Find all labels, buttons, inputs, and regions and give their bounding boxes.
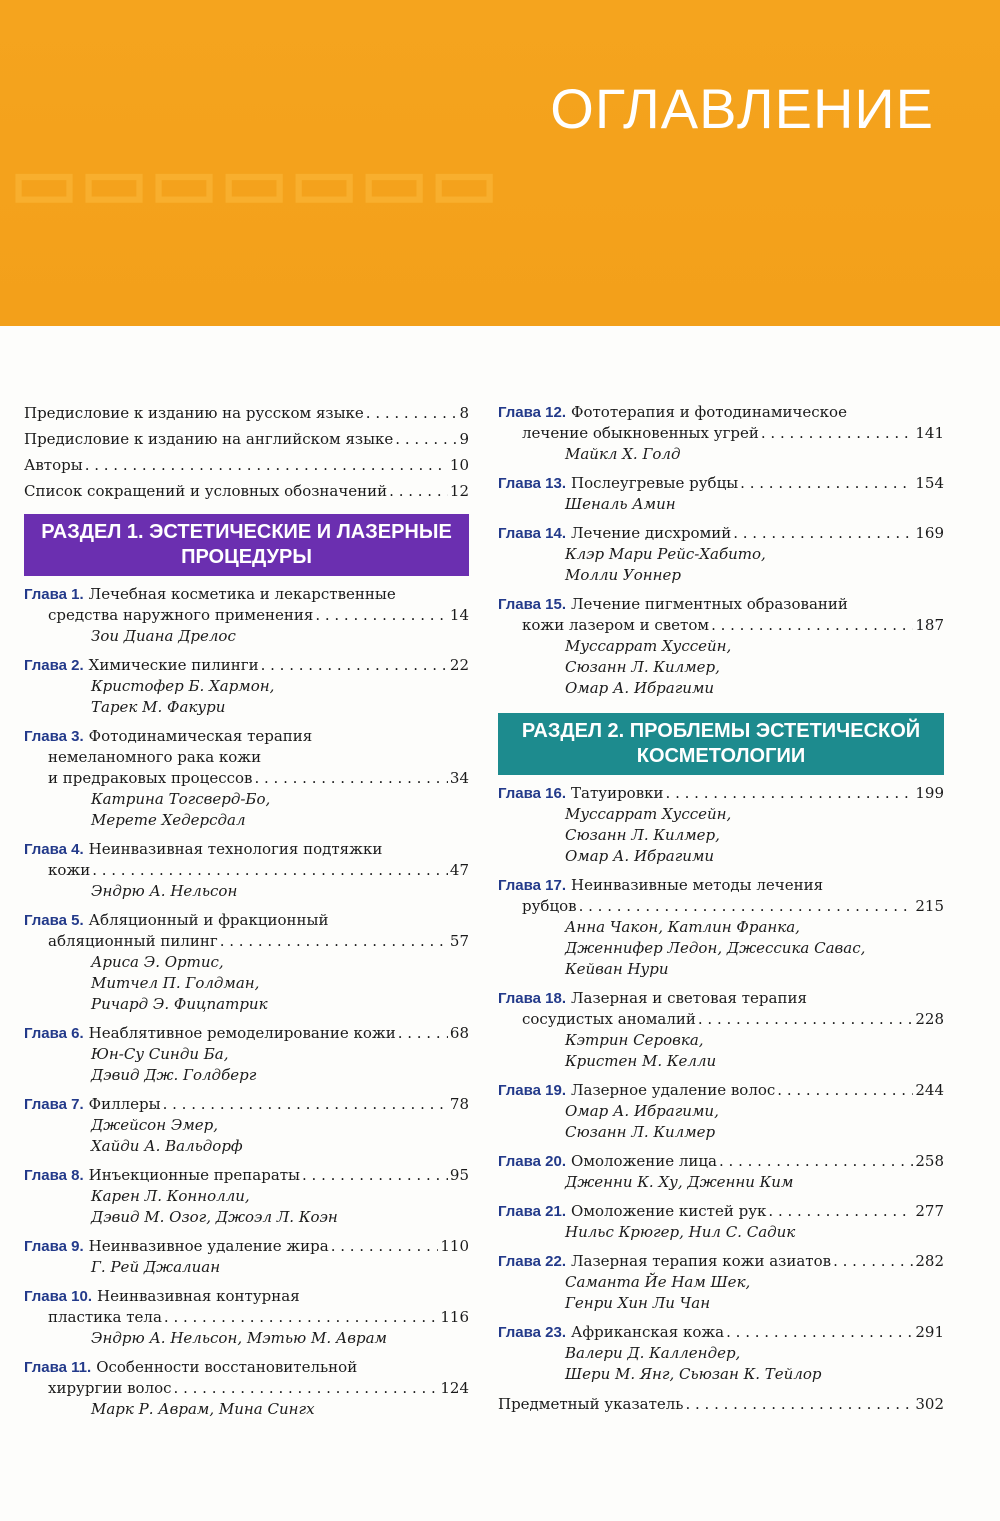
- chapter-authors: Шери М. Янг, Сьюзан К. Тейлор: [565, 1365, 822, 1383]
- chapter-title: кожи: [48, 861, 91, 879]
- chapter-title-line: [24, 584, 469, 605]
- chapter-title: Химические пилинги: [88, 656, 259, 674]
- toc-entry-title: Авторы: [24, 456, 83, 474]
- dot-leader: [302, 1165, 448, 1186]
- chapter-title: Неинвазивная технология подтяжки: [88, 840, 383, 858]
- chapter-authors: Дэвид Дж. Голдберг: [91, 1066, 257, 1084]
- chapter-label: Глава 22.: [498, 1253, 567, 1270]
- chapter-title: Неаблятивное ремоделирование кожи: [88, 1024, 396, 1042]
- chapter-title-line: [24, 931, 469, 952]
- page-number: 282: [915, 1252, 944, 1270]
- chapter-title: лечение обыкновенных угрей: [522, 424, 759, 442]
- section-1-heading: [24, 514, 469, 576]
- chapter-title-line: [24, 910, 469, 931]
- chapter-label: Глава 20.: [498, 1153, 567, 1170]
- toc-entry-chapter[interactable]: [498, 402, 944, 465]
- chapter-label: Глава 7.: [24, 1096, 84, 1113]
- chapter-label: Глава 11.: [24, 1359, 92, 1376]
- toc-entry-chapter[interactable]: [498, 875, 944, 980]
- dot-leader: [220, 931, 448, 952]
- dot-leader: [331, 1236, 439, 1257]
- chapter-authors: Муссаррат Хуссейн,: [565, 637, 732, 655]
- chapter-title: Особенности восстановительной: [96, 1358, 358, 1376]
- toc-entry-chapter[interactable]: [498, 1251, 944, 1314]
- chapter-authors: Митчел П. Голдман,: [91, 974, 260, 992]
- chapter-authors: Дэвид М. Озог, Джоэл Л. Коэн: [91, 1208, 338, 1226]
- page-title: ОГЛАВЛЕНИЕ: [550, 77, 934, 140]
- chapter-list-left: [24, 584, 469, 1420]
- toc-entry-front[interactable]: [24, 400, 469, 426]
- chapter-title: хирургии волос: [48, 1379, 172, 1397]
- toc-entry-chapter[interactable]: [498, 1151, 944, 1193]
- section-1-title-line2: ПРОЦЕДУРЫ: [181, 546, 312, 568]
- chapter-authors: Генри Хин Ли Чан: [565, 1294, 711, 1312]
- chapter-title-line: [498, 1080, 944, 1101]
- chapter-authors: Сюзанн Л. Килмер,: [565, 826, 720, 844]
- chapter-authors: Джейсон Эмер,: [91, 1116, 219, 1134]
- toc-entry-chapter[interactable]: [498, 1322, 944, 1385]
- toc-entry-chapter[interactable]: [24, 910, 469, 1015]
- chapter-title: Омоложение лица: [571, 1152, 718, 1170]
- dot-leader: [685, 1393, 913, 1415]
- chapter-title-line: [24, 605, 469, 626]
- chapter-label: Глава 8.: [24, 1167, 84, 1184]
- chapter-title: пластика тела: [48, 1308, 162, 1326]
- chapter-authors: Саманта Йе Нам Шек,: [565, 1273, 751, 1291]
- section-2-title-line1: РАЗДЕЛ 2. ПРОБЛЕМЫ ЭСТЕТИЧЕСКОЙ: [521, 720, 921, 742]
- toc-entry-chapter[interactable]: [498, 594, 944, 699]
- front-matter: [24, 400, 469, 504]
- chapter-title-line: [24, 1307, 469, 1328]
- dot-leader: [92, 860, 448, 881]
- chapter-authors: Кейван Нури: [565, 960, 669, 978]
- page-number: 47: [449, 861, 469, 879]
- page-number: 154: [915, 474, 944, 492]
- chapter-label: Глава 18.: [498, 990, 567, 1007]
- dot-leader: [761, 423, 913, 444]
- toc-entry-title: Предисловие к изданию на английском языке: [24, 430, 394, 448]
- dot-leader: [164, 1307, 438, 1328]
- dot-leader: [733, 523, 913, 544]
- chapter-title: Лазерная терапия кожи азиатов: [571, 1252, 832, 1270]
- chapter-authors: Зои Диана Дрелос: [91, 627, 236, 645]
- chapter-title-line: [498, 988, 944, 1009]
- dot-leader: [163, 1094, 448, 1115]
- dot-leader: [711, 615, 913, 636]
- chapter-title: Омоложение кистей рук: [571, 1202, 767, 1220]
- chapter-authors: Марк Р. Аврам, Мина Сингх: [91, 1400, 315, 1418]
- chapter-authors: Омар А. Ибрагими: [565, 679, 715, 697]
- chapter-title-line: [24, 726, 469, 747]
- chapter-label: Глава 13.: [498, 475, 567, 492]
- chapter-authors: Омар А. Ибрагими,: [565, 1102, 719, 1120]
- chapter-authors: Дженни К. Ху, Дженни Ким: [565, 1173, 794, 1191]
- chapter-title-line: [24, 1165, 469, 1186]
- page-number: 57: [449, 932, 469, 950]
- chapter-authors: Г. Рей Джалиан: [91, 1258, 221, 1276]
- chapter-authors: Хайди А. Вальдорф: [91, 1137, 243, 1155]
- toc-entry-chapter[interactable]: [24, 1236, 469, 1278]
- toc-entry-chapter[interactable]: [498, 783, 944, 867]
- toc-entry-chapter[interactable]: [498, 1201, 944, 1243]
- chapter-title: Африканская кожа: [571, 1323, 725, 1341]
- chapter-authors: Кристофер Б. Хармон,: [91, 677, 275, 695]
- chapter-title: Татуировки: [571, 784, 664, 802]
- page-number: 258: [915, 1152, 944, 1170]
- chapter-label: Глава 15.: [498, 596, 567, 613]
- chapter-authors: Кристен М. Келли: [565, 1052, 717, 1070]
- chapter-title-line: [24, 860, 469, 881]
- chapter-title: Фотодинамическая терапия: [88, 727, 313, 745]
- chapter-label: Глава 3.: [24, 728, 84, 745]
- dot-leader: [740, 473, 913, 494]
- toc-entry-chapter[interactable]: [24, 1286, 469, 1349]
- chapter-title: абляционный пилинг: [48, 932, 218, 950]
- chapter-title: Филлеры: [88, 1095, 161, 1113]
- toc-entry-title: Предисловие к изданию на русском языке: [24, 404, 364, 422]
- chapter-label: Глава 16.: [498, 785, 567, 802]
- chapter-title-line: [24, 839, 469, 860]
- page-number: 199: [915, 784, 944, 802]
- toc-entry-chapter[interactable]: [498, 473, 944, 515]
- chapter-title: Фототерапия и фотодинамическое: [571, 403, 847, 421]
- chapter-label: Глава 1.: [24, 586, 84, 603]
- chapter-authors: Молли Уоннер: [565, 566, 682, 584]
- toc-right-column: [498, 402, 944, 1415]
- dot-leader: [833, 1251, 913, 1272]
- chapter-title-line: [498, 896, 944, 917]
- dot-leader: [666, 783, 914, 804]
- toc-entry-front[interactable]: [24, 426, 469, 452]
- page-number: 228: [915, 1010, 944, 1028]
- page-number: 8: [459, 404, 469, 422]
- chapter-authors: Эндрю А. Нельсон: [91, 882, 238, 900]
- chapter-title-line: [498, 1009, 944, 1030]
- dot-leader: [366, 400, 458, 426]
- chapter-authors: Нильс Крюгер, Нил С. Садик: [565, 1223, 796, 1241]
- chapter-title: Абляционный и фракционный: [88, 911, 329, 929]
- chapter-authors: Муссаррат Хуссейн,: [565, 805, 732, 823]
- chapter-authors: Катрина Тогсверд-Бо,: [91, 790, 271, 808]
- toc-entry-chapter[interactable]: [24, 1165, 469, 1228]
- page-number: 277: [915, 1202, 944, 1220]
- chapter-authors: Омар А. Ибрагими: [565, 847, 715, 865]
- chapter-authors: Кэтрин Серовка,: [565, 1031, 704, 1049]
- page-number: 187: [915, 616, 944, 634]
- dot-leader: [261, 655, 448, 676]
- chapter-title-line: [24, 768, 469, 789]
- chapter-title: и предраковых процессов: [48, 769, 253, 787]
- page-number: 12: [449, 482, 469, 500]
- toc-left-column: [24, 400, 469, 1428]
- chapter-title: Лазерное удаление волос: [571, 1081, 776, 1099]
- chapter-authors: Сюзанн Л. Килмер: [565, 1123, 716, 1141]
- chapter-authors: Майкл Х. Голд: [565, 445, 681, 463]
- chapter-label: Глава 6.: [24, 1025, 84, 1042]
- section-1-title-line1: РАЗДЕЛ 1. ЭСТЕТИЧЕСКИЕ И ЛАЗЕРНЫЕ: [41, 521, 452, 543]
- toc-entry-chapter[interactable]: [24, 1357, 469, 1420]
- chapter-title-line: [24, 1378, 469, 1399]
- dot-leader: [768, 1201, 913, 1222]
- dot-leader: [254, 768, 447, 789]
- chapter-title: Инъекционные препараты: [88, 1166, 300, 1184]
- chapter-title-line: [498, 473, 944, 494]
- page-number: 215: [915, 897, 944, 915]
- chapter-label: Глава 9.: [24, 1238, 84, 1255]
- chapter-label: Глава 17.: [498, 877, 567, 894]
- page-number: 34: [449, 769, 469, 787]
- chapter-authors: Мерете Хедерсдал: [91, 811, 246, 829]
- dot-leader: [398, 1023, 448, 1044]
- chapter-title-line: [24, 1357, 469, 1378]
- chapter-title-line: [498, 615, 944, 636]
- chapter-authors: Клэр Мари Рейс-Хабито,: [565, 545, 766, 563]
- toc-entry-chapter[interactable]: [24, 1094, 469, 1157]
- page-number: 22: [449, 656, 469, 674]
- chapter-title: Неинвазивная контурная: [97, 1287, 300, 1305]
- chapter-title: рубцов: [522, 897, 577, 915]
- chapter-authors: Сюзанн Л. Килмер,: [565, 658, 720, 676]
- page-number: 169: [915, 524, 944, 542]
- toc-entry-chapter[interactable]: [24, 839, 469, 902]
- chapter-title-line: [24, 655, 469, 676]
- chapter-title: Неинвазивное удаление жира: [88, 1237, 329, 1255]
- toc-entry-chapter[interactable]: [24, 584, 469, 647]
- chapter-label: Глава 12.: [498, 404, 567, 421]
- toc-entry-index[interactable]: [498, 1393, 944, 1415]
- chapter-authors: Ариса Э. Ортис,: [91, 953, 224, 971]
- toc-entry-chapter[interactable]: [498, 523, 944, 586]
- toc-entry-chapter[interactable]: [498, 988, 944, 1072]
- chapter-authors: Шеналь Амин: [565, 495, 676, 513]
- chapter-authors: Дженнифер Ледон, Джессика Савас,: [565, 939, 866, 957]
- dot-leader: [395, 426, 457, 452]
- chapter-authors: Тарек М. Факури: [91, 698, 226, 716]
- dot-leader: [698, 1009, 913, 1030]
- chapter-authors: Ричард Э. Фицпатрик: [91, 995, 268, 1013]
- chapter-title-line: [24, 1236, 469, 1257]
- page-number: 302: [915, 1395, 944, 1413]
- header-banner: [0, 0, 1000, 326]
- page-number: 110: [440, 1237, 469, 1255]
- chapter-authors: Анна Чакон, Катлин Франка,: [565, 918, 800, 936]
- chapter-title-line: [498, 402, 944, 423]
- dot-leader: [315, 605, 448, 626]
- chapter-title: Лечебная косметика и лекарственные: [88, 585, 396, 603]
- page-number: 124: [440, 1379, 469, 1397]
- background-decoration: ▭▭▭▭▭▭▭: [10, 143, 501, 223]
- chapter-title-line: [498, 875, 944, 896]
- dot-leader: [389, 478, 448, 504]
- toc-entry-front[interactable]: [24, 452, 469, 478]
- chapter-list-right-a: [498, 402, 944, 699]
- page-number: 10: [449, 456, 469, 474]
- chapter-title-line: [24, 1286, 469, 1307]
- chapter-title: кожи лазером и светом: [522, 616, 710, 634]
- toc-entry-chapter[interactable]: [24, 726, 469, 831]
- page-number: 9: [459, 430, 469, 448]
- chapter-title: Лечение пигментных образований: [571, 595, 848, 613]
- toc-entry-title: Список сокращений и условных обозначений: [24, 482, 388, 500]
- chapter-label: Глава 23.: [498, 1324, 567, 1341]
- toc-entry-title: Предметный указатель: [498, 1395, 684, 1413]
- dot-leader: [579, 896, 914, 917]
- page-number: 14: [449, 606, 469, 624]
- chapter-title-line: [24, 1023, 469, 1044]
- page-number: 78: [449, 1095, 469, 1113]
- chapter-title-line: [498, 1251, 944, 1272]
- chapter-title: Послеугревые рубцы: [571, 474, 739, 492]
- page-number: 291: [915, 1323, 944, 1341]
- chapter-authors: Валери Д. Каллендер,: [565, 1344, 741, 1362]
- chapter-label: Глава 10.: [24, 1288, 93, 1305]
- dot-leader: [174, 1378, 439, 1399]
- toc-entry-chapter[interactable]: [498, 1080, 944, 1143]
- page-number: 141: [915, 424, 944, 442]
- dot-leader: [726, 1322, 913, 1343]
- chapter-title-line: [498, 1151, 944, 1172]
- chapter-list-right-b: [498, 783, 944, 1385]
- page-number: 95: [449, 1166, 469, 1184]
- dot-leader: [719, 1151, 913, 1172]
- chapter-title-line: [24, 1094, 469, 1115]
- toc-entry-chapter[interactable]: [24, 655, 469, 718]
- chapter-title-line: [498, 1322, 944, 1343]
- chapter-title: сосудистых аномалий: [522, 1010, 696, 1028]
- chapter-label: Глава 4.: [24, 841, 84, 858]
- chapter-authors: Юн-Су Синди Ба,: [91, 1045, 229, 1063]
- chapter-authors: Карен Л. Коннолли,: [91, 1187, 250, 1205]
- page-number: 116: [440, 1308, 469, 1326]
- section-2-title-line2: КОСМЕТОЛОГИИ: [636, 745, 806, 767]
- toc-entry-front[interactable]: [24, 478, 469, 504]
- chapter-title-line: [498, 1201, 944, 1222]
- dot-leader: [85, 452, 448, 478]
- chapter-title: средства наружного применения: [48, 606, 314, 624]
- chapter-title: немеланомного рака кожи: [48, 748, 262, 766]
- chapter-title-line: [498, 423, 944, 444]
- chapter-label: Глава 21.: [498, 1203, 567, 1220]
- dot-leader: [777, 1080, 913, 1101]
- chapter-title-line: [498, 783, 944, 804]
- chapter-label: Глава 14.: [498, 525, 567, 542]
- chapter-title: Лечение дисхромий: [571, 524, 732, 542]
- chapter-authors: Эндрю А. Нельсон, Мэтью М. Аврам: [91, 1329, 387, 1347]
- toc-entry-chapter[interactable]: [24, 1023, 469, 1086]
- chapter-label: Глава 2.: [24, 657, 84, 674]
- chapter-title: Лазерная и световая терапия: [571, 989, 807, 1007]
- page-number: 244: [915, 1081, 944, 1099]
- page-number: 68: [449, 1024, 469, 1042]
- section-2-heading: [498, 713, 944, 775]
- chapter-title-line: [498, 594, 944, 615]
- chapter-title: Неинвазивные методы лечения: [571, 876, 824, 894]
- chapter-title-line: [24, 747, 469, 768]
- chapter-label: Глава 19.: [498, 1082, 567, 1099]
- chapter-title-line: [498, 523, 944, 544]
- chapter-label: Глава 5.: [24, 912, 84, 929]
